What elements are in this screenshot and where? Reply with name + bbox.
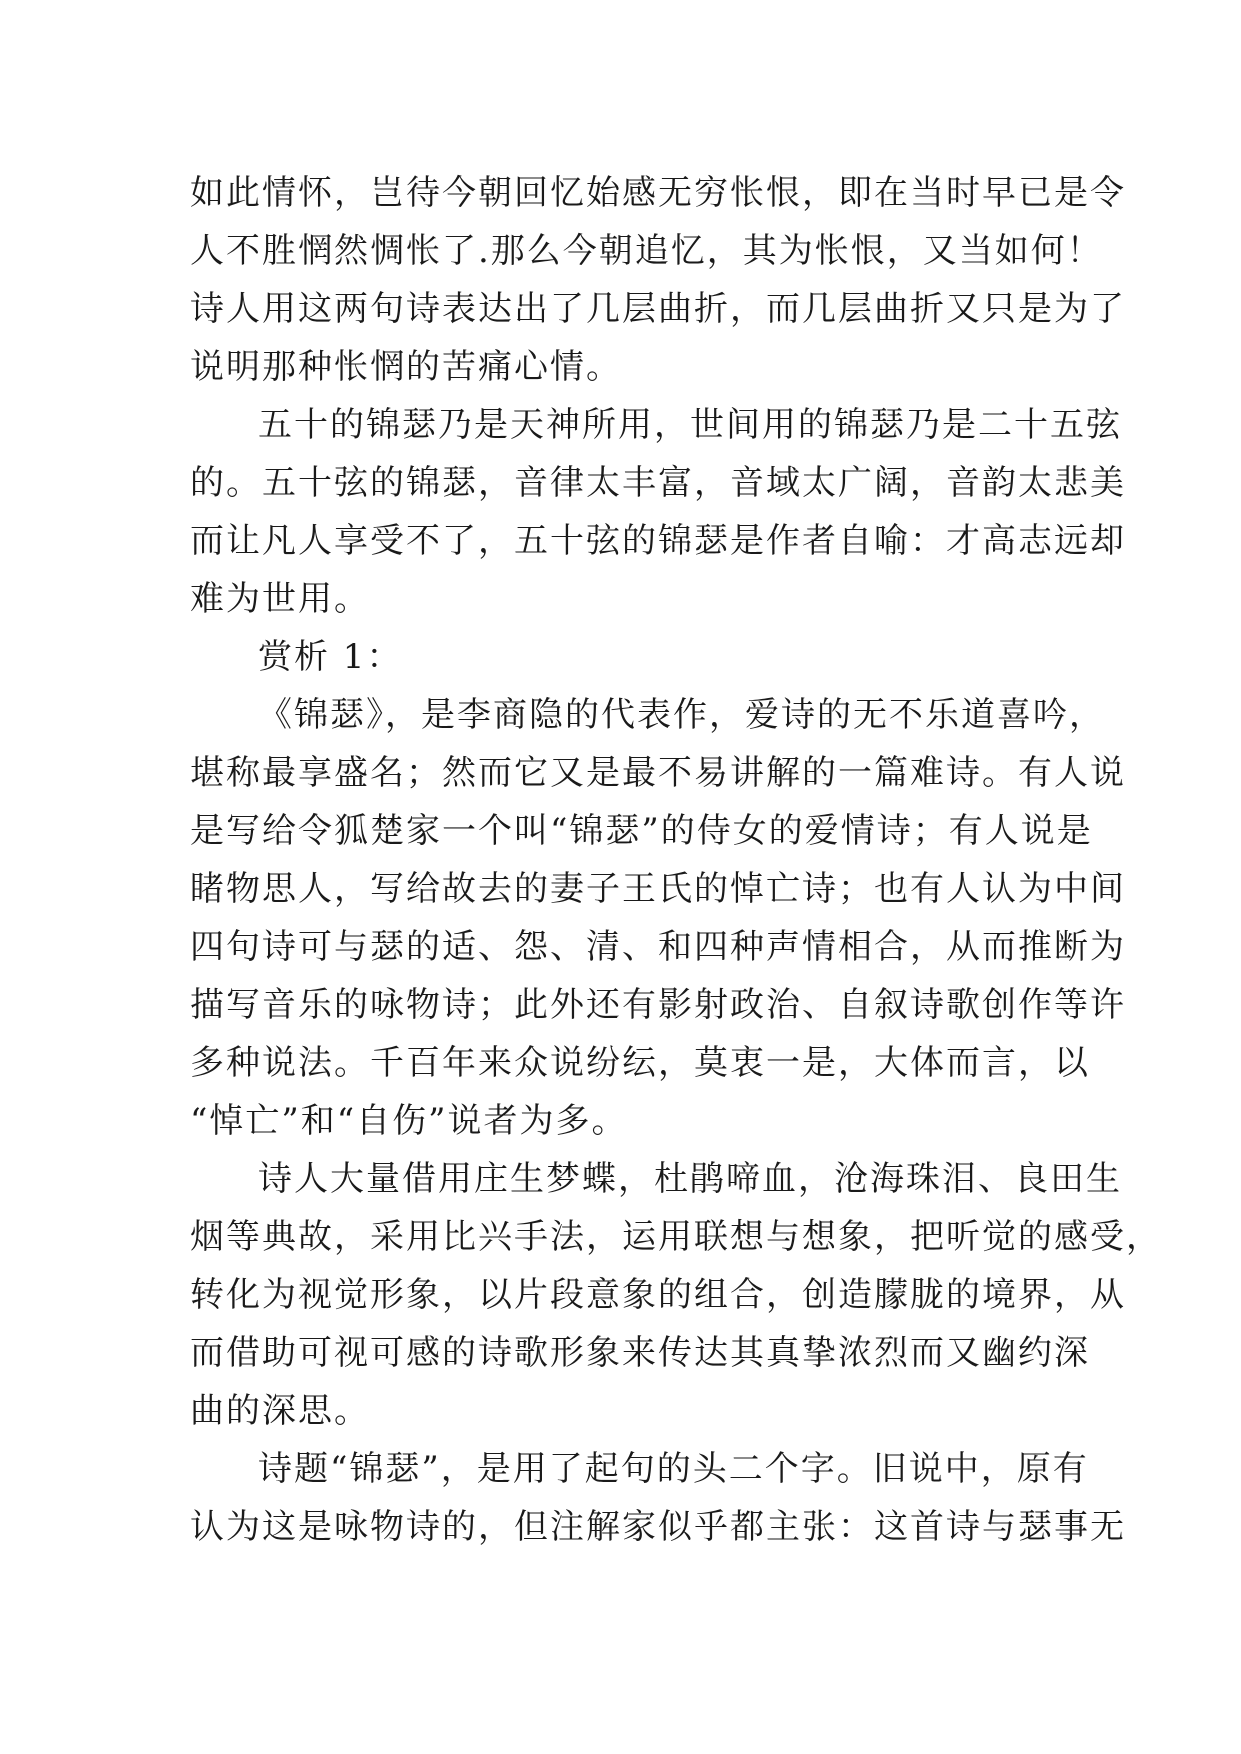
text-line: 难为世用。: [190, 579, 370, 619]
text-line: 而借助可视可感的诗歌形象来传达其真挚浓烈而又幽约深: [190, 1333, 1090, 1373]
text-line: 诗题“锦瑟”，是用了起句的头二个字。旧说中，原有: [258, 1449, 1089, 1489]
text-line: 烟等典故，采用比兴手法，运用联想与想象，把听觉的感受，: [190, 1217, 1162, 1257]
text-line: 人不胜惘然惆怅了.那么今朝追忆，其为怅恨，又当如何！: [190, 231, 1103, 271]
text-line: 认为这是咏物诗的，但注解家似乎都主张：这首诗与瑟事无: [190, 1507, 1126, 1547]
body-text: [190, 164, 1162, 1556]
text-line: 诗人大量借用庄生梦蝶，杜鹃啼血，沧海珠泪、良田生: [258, 1159, 1122, 1199]
text-line: 多种说法。千百年来众说纷纭，莫衷一是，大体而言，以: [190, 1043, 1090, 1083]
text-line: 的。五十弦的锦瑟，音律太丰富，音域太广阔，音韵太悲美: [190, 463, 1126, 503]
text-line: 五十的锦瑟乃是天神所用，世间用的锦瑟乃是二十五弦: [258, 405, 1122, 445]
text-line: 诗人用这两句诗表达出了几层曲折，而几层曲折又只是为了: [190, 289, 1126, 329]
text-line: 如此情怀，岂待今朝回忆始感无穷怅恨，即在当时早已是令: [190, 173, 1126, 213]
text-line: 而让凡人享受不了，五十弦的锦瑟是作者自喻：才高志远却: [190, 521, 1126, 561]
text-line: 《锦瑟》，是李商隐的代表作，爱诗的无不乐道喜吟，: [258, 695, 1105, 735]
text-line: 四句诗可与瑟的适、怨、清、和四种声情相合，从而推断为: [190, 927, 1126, 967]
text-line: 转化为视觉形象，以片段意象的组合，创造朦胧的境界，从: [190, 1275, 1126, 1315]
text-line: 说明那种怅惘的苦痛心情。: [190, 347, 622, 387]
text-line: 堪称最享盛名；然而它又是最不易讲解的一篇难诗。有人说: [190, 753, 1126, 793]
text-line: 曲的深思。: [190, 1391, 370, 1431]
text-line: 睹物思人，写给故去的妻子王氏的悼亡诗；也有人认为中间: [190, 869, 1126, 909]
text-line: 赏析 1：: [258, 637, 403, 677]
text-line: 是写给令狐楚家一个叫“锦瑟”的侍女的爱情诗；有人说是: [190, 811, 1093, 851]
text-line: “悼亡”和“自伤”说者为多。: [190, 1101, 628, 1141]
text-line: 描写音乐的咏物诗；此外还有影射政治、自叙诗歌创作等许: [190, 985, 1126, 1025]
